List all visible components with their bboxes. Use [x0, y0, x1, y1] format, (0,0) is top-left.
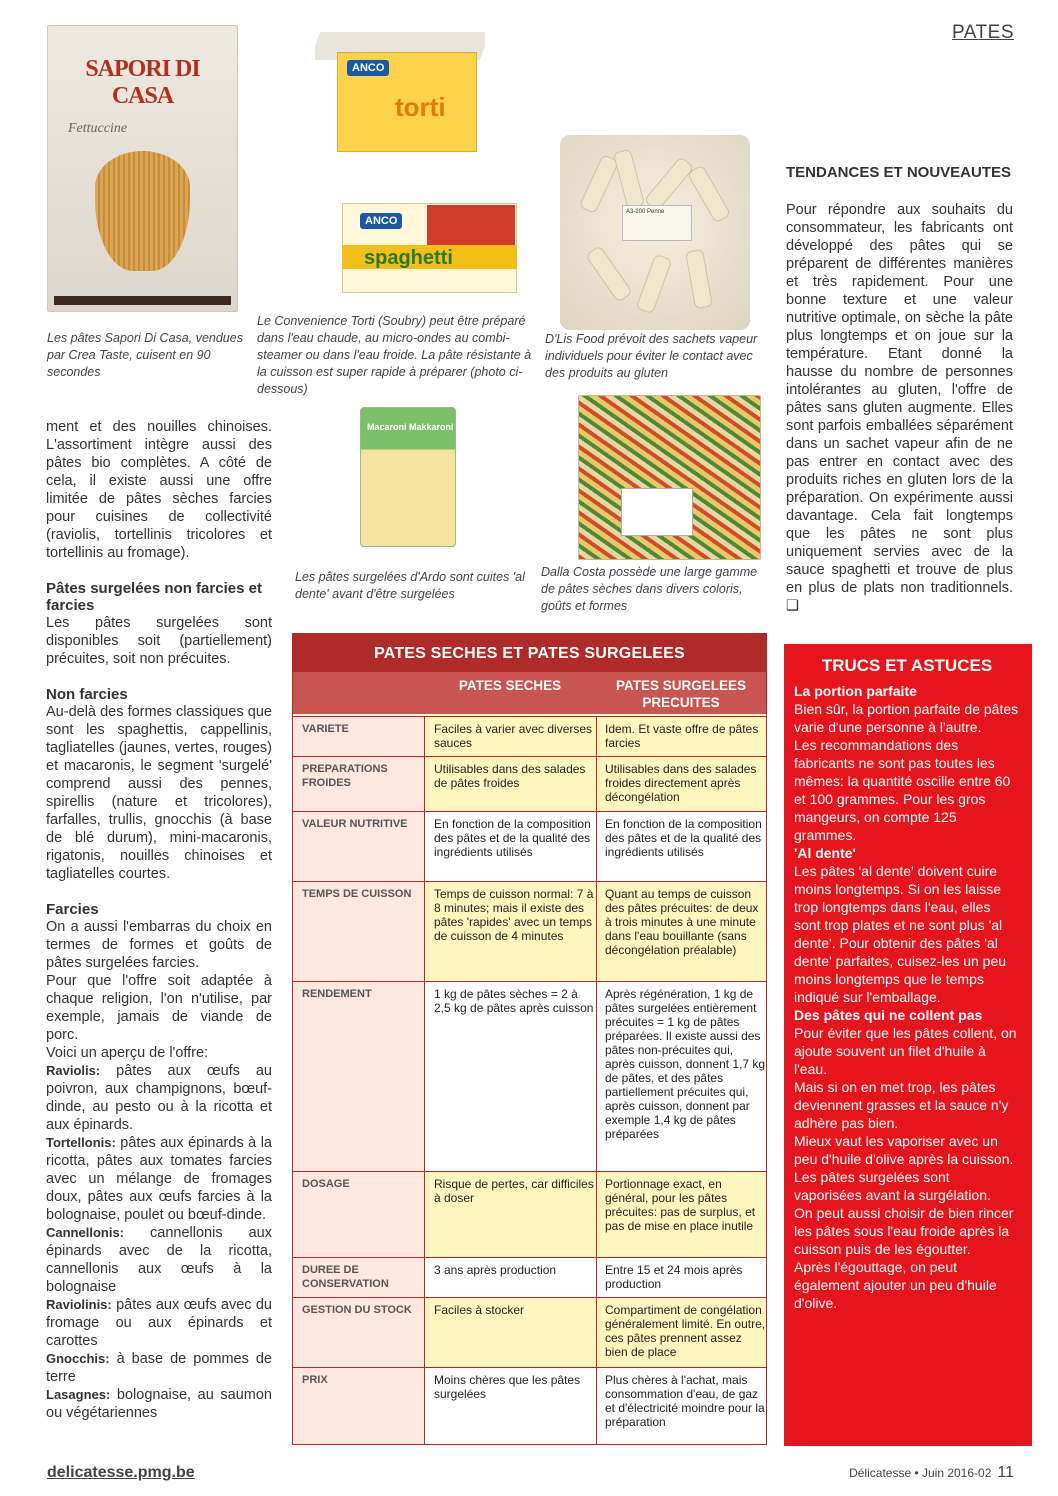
- cell-surgelees: En fonction de la composition des pâtes et de la qualité des ingrédients utilisés: [596, 812, 766, 881]
- spaghetti-label: spaghetti: [364, 247, 453, 269]
- cell-surgelees: Entre 15 et 24 mois après production: [596, 1258, 766, 1297]
- cell-seches: En fonction de la composition des pâtes et de la qualité des ingrédients utilisés: [424, 812, 596, 881]
- tips-paragraph: Bien sûr, la portion parfaite de pâtes varie d'une personne à l'autre.: [794, 701, 1019, 735]
- row-label: GESTION DU STOCK: [293, 1298, 424, 1367]
- table-row: [293, 716, 766, 756]
- tips-paragraph: Mais si on en met trop, les pâtes deviennent grasses et la sauce n'y adhère pas bien.: [794, 1079, 1009, 1131]
- farcies-paragraph-3: Voici un aperçu de l'offre:: [46, 1045, 209, 1061]
- footer-issue: [849, 1464, 1014, 1482]
- cell-seches: Faciles à stocker: [424, 1298, 596, 1367]
- penne-piece: [585, 245, 633, 303]
- tips-paragraph: Les pâtes 'al dente' doivent cuire moins longtemps. Si on les laisse trop longtemps dans l'eau, elles sont trop plates et ne sont plus 'al dente'. Pour obtenir des pâtes 'al dente' parfaites, cuisez-les un peu moins longtemps que le temps indiqué sur l'emballage.: [794, 863, 1007, 1005]
- caption-sapori: Les pâtes Sapori Di Casa, vendues par Crea Taste, cuisent en 90 secondes: [47, 331, 243, 379]
- list-item: Raviolinis: pâtes aux œufs avec du fromage ou aux épinards et carottes: [46, 1297, 272, 1349]
- pasta-window: [95, 151, 190, 271]
- anco-logo: ANCO: [347, 60, 389, 76]
- table-header: [293, 672, 766, 714]
- tips-paragraph: Les recommandations des fabricants ne sont pas toutes les mêmes: la quantité oscille entre 60 et 100 grammes. Pour les gros mangeurs, on compte 125 grammes.: [794, 737, 1011, 843]
- tips-paragraph: Pour éviter que les pâtes collent, on ajoute souvent un filet d'huile à l'eau.: [794, 1025, 1017, 1077]
- heading-surgelees: Pâtes surgelées non farcies et farcies: [46, 580, 262, 614]
- sapori-package-image: [47, 25, 238, 312]
- cell-seches: Temps de cuisson normal: 7 à 8 minutes; mais il existe des pâtes 'rapides' avec un temps de cuisson de 4 minutes: [424, 882, 596, 981]
- footer-issue-text: Délicatesse • Juin 2016-02: [849, 1466, 992, 1480]
- list-item: Gnocchis: à base de pommes de terre: [46, 1351, 272, 1385]
- tips-heading-al-dente: 'Al dente': [794, 845, 856, 861]
- caption-ardo: Les pâtes surgelées d'Ardo sont cuites 'al dente' avant d'être surgelées: [295, 570, 525, 601]
- list-item: Cannellonis: cannellonis aux épinards avec de la ricotta, cannellonis aux œufs à la bolognaise: [46, 1225, 272, 1295]
- heading-tendances: TENDANCES ET NOUVEAUTES: [786, 164, 1012, 181]
- farcies-paragraph-1: On a aussi l'embarras du choix en termes de formes et goûts de pâtes surgelées farcies.: [46, 919, 272, 971]
- tips-box: [784, 644, 1032, 1446]
- header-pates-seches: PATES SECHES: [458, 678, 562, 693]
- spaghetti-box-image: [322, 183, 522, 298]
- penne-piece: [685, 249, 713, 309]
- cell-surgelees: Après régénération, 1 kg de pâtes surgelées entièrement précuites = 1 kg de pâtes préparées. Il existe aussi des pâtes non-précuites qui, après cuisson, donnent 1,7 kg de pâtes, et des pâtes partiellement précuites qui, après cuisson, donnent par exemple 1,4 kg de pâtes préparées: [596, 982, 766, 1171]
- tips-heading-portion: La portion parfaite: [794, 683, 917, 699]
- row-label: DOSAGE: [293, 1172, 424, 1257]
- torti-box-image: [315, 32, 485, 158]
- table-row: [293, 1297, 766, 1367]
- cell-surgelees: Portionnage exact, en général, pour les pâtes précuites: pas de surplus, et pas de mise en place inutile: [596, 1172, 766, 1257]
- heading-farcies: Farcies: [46, 901, 99, 918]
- list-item: Tortellonis: pâtes aux épinards à la ricotta, pâtes aux tomates farcies avec un mélange de fromages doux, pâtes aux œufs farcies à la bolognaise, poulet ou bœuf-dinde.: [46, 1135, 272, 1223]
- cell-seches: 3 ans après production: [424, 1258, 596, 1297]
- penne-piece: [579, 154, 620, 214]
- row-label: VALEUR NUTRITIVE: [293, 812, 424, 881]
- box-red-band: [427, 205, 515, 245]
- heading-non-farcies: Non farcies: [46, 686, 128, 703]
- cell-surgelees: Plus chères à l'achat, mais consommation d'eau, de gaz et d'électricité moindre pour la préparation: [596, 1368, 766, 1444]
- cell-surgelees: Idem. Et vaste offre de pâtes farcies: [596, 717, 766, 756]
- page-number: 11: [997, 1464, 1014, 1481]
- penne-piece: [613, 149, 645, 210]
- torti-label: torti: [395, 92, 446, 122]
- package-foot: [54, 296, 231, 305]
- right-column: [786, 164, 1013, 615]
- tips-paragraph: Mieux vaut les vaporiser avec un peu d'huile d'olive après la cuisson. Les pâtes surgelées sont vaporisées avant la surgélation.: [794, 1133, 1014, 1203]
- table-row: [293, 1367, 766, 1444]
- tips-title: TRUCS ET ASTUCES: [821, 656, 993, 675]
- tips-paragraph: Après l'égouttage, on peut également ajouter un peu d'huile d'olive.: [794, 1259, 997, 1311]
- comparison-table: [292, 633, 767, 1445]
- row-label: TEMPS DE CUISSON: [293, 882, 424, 981]
- sapori-brand: SAPORI DI CASA: [85, 56, 200, 109]
- table-row: [293, 1171, 766, 1257]
- penne-piece: [687, 164, 732, 223]
- row-label: PRIX: [293, 1368, 424, 1444]
- list-item: Lasagnes: bolognaise, au saumon ou végétariennes: [46, 1387, 272, 1421]
- cell-seches: Utilisables dans des salades de pâtes froides: [424, 757, 596, 811]
- penne-bag-image: [560, 135, 750, 330]
- macaroni-label: Macaroni Makkaroni: [367, 422, 454, 432]
- table-row: [293, 881, 766, 981]
- section-tag: PATES: [952, 22, 1014, 43]
- cell-seches: Risque de pertes, car difficiles à doser: [424, 1172, 596, 1257]
- intro-paragraph: ment et des nouilles chinoises. L'assortiment intègre aussi des pâtes bio complètes. A côté de cela, il existe aussi une offre limitée de pâtes sèches farcies pour cuisines de collectivité (raviolis, tortellinis tricolores et tortellinis au fromage).: [46, 419, 272, 561]
- tendances-paragraph: Pour répondre aux souhaits du consommateur, les fabricants ont développé des pâtes qui se préparent de différentes manières et très rapidement. Pour une bonne texture et une valeur nutritive optimale, on sèche la pâte plus longtemps et on joue sur la température. Etant donné la hausse du nombre de personnes intolérantes au gluten, l'offre de pâtes sans gluten augmente. Elles sont parfois emballées séparément dans un sachet vapeur afin de ne pas entrer en contact avec des produits riches en gluten lors de la préparation. On expérimente aussi davantage. Cela fait longtemps que les pâtes ne sont plus uniquement servies avec de la sauce spaghetti et trouve de plus en plus de plats non traditionnels. ❑: [786, 202, 1013, 614]
- penne-piece: [643, 156, 694, 212]
- table-row: [293, 756, 766, 811]
- cell-surgelees: Utilisables dans des salades froides directement après décongélation: [596, 757, 766, 811]
- penne-piece: [636, 254, 673, 315]
- penne-tag: A3-200 Penne: [622, 205, 692, 241]
- footer-site-link[interactable]: delicatesse.pmg.be: [47, 1464, 195, 1481]
- left-column: [46, 418, 272, 1422]
- tips-paragraph: On peut aussi choisir de bien rincer les pâtes sous l'eau froide après la cuisson puis de les égoutter.: [794, 1205, 1014, 1257]
- table-row: [293, 981, 766, 1171]
- table-title: PATES SECHES ET PATES SURGELEES: [293, 634, 766, 672]
- cell-surgelees: Quant au temps de cuisson des pâtes précuites: de deux à trois minutes à une minute dans l'eau bouillante (sans décongélation préalable): [596, 882, 766, 981]
- cell-seches: Moins chères que les pâtes surgelées: [424, 1368, 596, 1444]
- tips-heading-collent: Des pâtes qui ne collent pas: [794, 1007, 983, 1023]
- macaroni-bag-image: [360, 407, 456, 547]
- cell-surgelees: Compartiment de congélation généralement limité. En outre, ces pâtes prennent assez bien de place: [596, 1298, 766, 1367]
- caption-dlis: D'Lis Food prévoit des sachets vapeur individuels pour éviter le contact avec des produits au gluten: [545, 332, 758, 380]
- row-label: DUREE DE CONSERVATION: [293, 1258, 424, 1297]
- cell-seches: Faciles à varier avec diverses sauces: [424, 717, 596, 756]
- table-row: [293, 1257, 766, 1297]
- anco-logo: ANCO: [360, 213, 402, 229]
- dalla-costa-pasta-image: [578, 395, 761, 560]
- farcies-paragraph-2: Pour que l'offre soit adaptée à chaque religion, l'on n'utilise, par exemple, jamais de viande de porc.: [46, 973, 272, 1043]
- row-label: PREPARATIONS FROIDES: [293, 757, 424, 811]
- row-label: RENDEMENT: [293, 982, 424, 1171]
- row-label: VARIETE: [293, 717, 424, 756]
- header-pates-surgelees: PATES SURGELEES PRECUITES: [615, 678, 747, 710]
- table-row: [293, 811, 766, 881]
- non-farcies-paragraph: Au-delà des formes classiques que sont les spaghettis, cappellinis, tagliatelles (jaunes, vertes, rouges) et macaronis, le segment 'surgelé' comprend aussi des pennes, spirellis (nature et tricolores), farfalles, trullis, gnocchis (à base de blé durum), mini-macaronis, rigatonis, nouilles chinoises et tagliatelles courtes.: [46, 704, 272, 882]
- dalla-label: [621, 488, 693, 536]
- caption-torti: Le Convenience Torti (Soubry) peut être préparé dans l'eau chaude, au micro-ondes au combi-steamer ou dans l'eau froide. La pâte résistante à la cuisson est super rapide à préparer (photo ci-dessous): [257, 314, 532, 396]
- surgelees-paragraph: Les pâtes surgelées sont disponibles soit (partiellement) précuites, soit non précuites.: [46, 615, 272, 667]
- header-empty: [293, 672, 424, 714]
- list-item: Raviolis: pâtes aux œufs au poivron, aux champignons, bœuf-dinde, au pesto ou à la ricotta et aux épinards.: [46, 1063, 272, 1133]
- cell-seches: 1 kg de pâtes sèches = 2 à 2,5 kg de pâtes après cuisson: [424, 982, 596, 1171]
- sapori-sub: Fettuccine: [68, 121, 128, 136]
- caption-dalla: Dalla Costa possède une large gamme de pâtes sèches dans divers coloris, goûts et formes: [541, 565, 758, 613]
